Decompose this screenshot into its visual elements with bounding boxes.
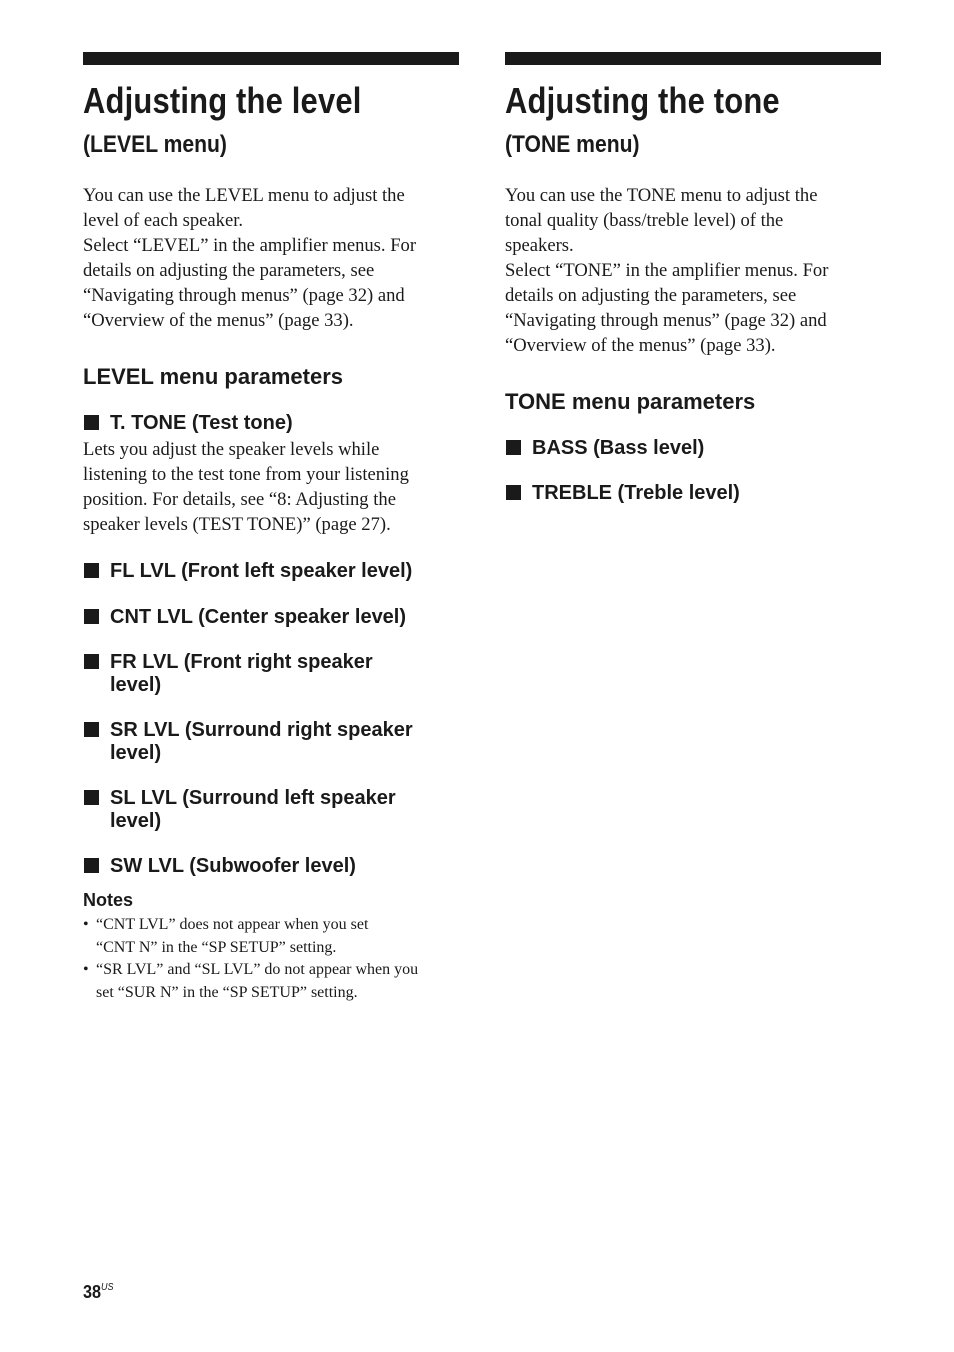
square-bullet-icon	[506, 485, 521, 500]
page-region-suffix: US	[101, 1282, 114, 1293]
param-heading: SW LVL (Subwoofer level)	[83, 855, 459, 878]
param-heading: FR LVL (Front right speaker level)	[83, 651, 459, 697]
square-bullet-icon	[84, 563, 99, 578]
right-column	[505, 52, 881, 505]
param-heading: SR LVL (Surround right speaker level)	[83, 719, 459, 765]
page-title: Adjusting the level	[83, 80, 362, 121]
section-rule	[505, 52, 881, 65]
page-title: Adjusting the tone	[505, 80, 780, 121]
page-subtitle: (TONE menu)	[505, 131, 640, 158]
square-bullet-icon	[84, 722, 99, 737]
notes-title: Notes	[83, 890, 134, 910]
left-column	[83, 52, 459, 1004]
param-description: Lets you adjust the speaker levels while listening to the test tone from your listening position. For details, see “8: Adjusting the speaker levels (TEST TONE)” (page 27).	[83, 439, 409, 535]
square-bullet-icon	[84, 858, 99, 873]
note-item: • “CNT LVL” does not appear when you set “CNT N” in the “SP SETUP” setting.	[83, 916, 369, 956]
param-heading: TREBLE (Treble level)	[505, 482, 881, 505]
param-heading: CNT LVL (Center speaker level)	[83, 606, 459, 629]
square-bullet-icon	[506, 440, 521, 455]
intro-paragraph: You can use the LEVEL menu to adjust the level of each speaker. Select “LEVEL” in the amplifier menus. For details on adjusting the parameters, see “Navigating through menus” (page 32) and “Overview of the menus” (page 33).	[83, 185, 417, 331]
param-heading: T. TONE (Test tone)	[83, 412, 459, 435]
note-item: • “SR LVL” and “SL LVL” do not appear when you set “SUR N” in the “SP SETUP” setting.	[83, 961, 419, 1001]
square-bullet-icon	[84, 790, 99, 805]
section-rule	[83, 52, 459, 65]
page-subtitle: (LEVEL menu)	[83, 131, 227, 158]
page-number: $38^{US}$	[83, 1282, 114, 1302]
square-bullet-icon	[84, 609, 99, 624]
square-bullet-icon	[84, 654, 99, 669]
param-heading: FL LVL (Front left speaker level)	[83, 560, 459, 583]
param-heading: SL LVL (Surround left speaker level)	[83, 787, 459, 833]
section-heading: TONE menu parameters	[505, 389, 756, 414]
square-bullet-icon	[84, 415, 99, 430]
intro-paragraph: You can use the TONE menu to adjust the tonal quality (bass/treble level) of the speakers. Select “TONE” in the amplifier menus. For details on adjusting the parameters, see “Navigating through menus” (page 32) and “Overview of the menus” (page 33).	[505, 185, 829, 356]
section-heading: LEVEL menu parameters	[83, 364, 344, 389]
param-heading: BASS (Bass level)	[505, 437, 881, 460]
